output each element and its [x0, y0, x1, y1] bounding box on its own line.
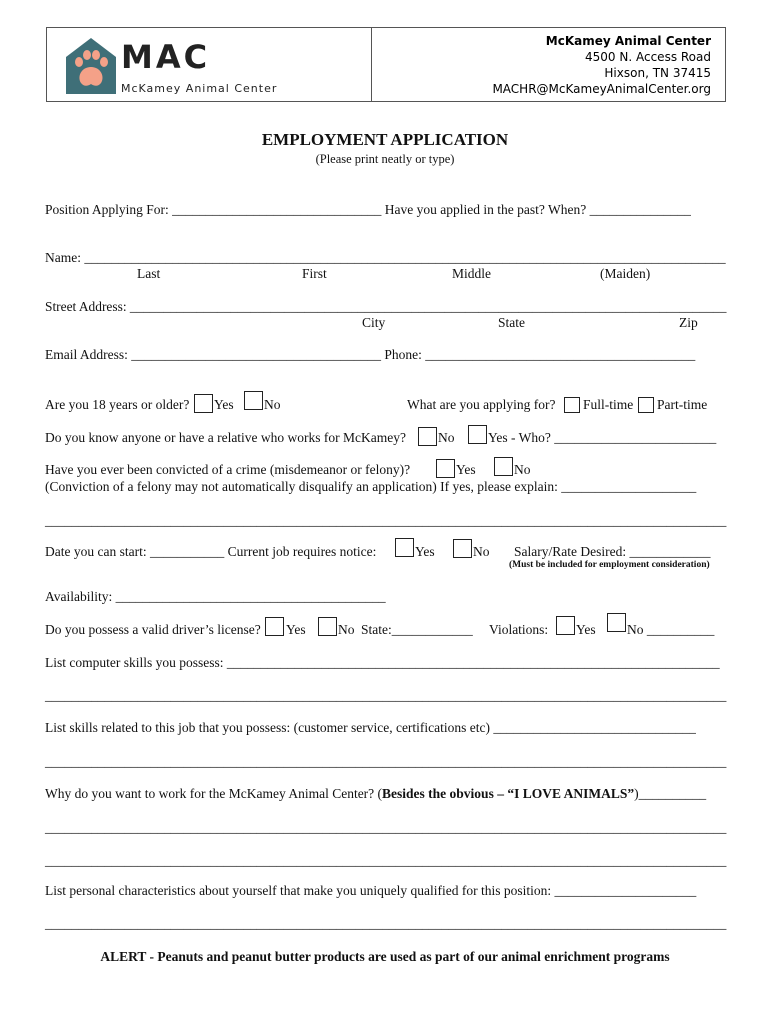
why-question-bold: Besides the obvious – “I LOVE ANIMALS”	[382, 786, 635, 801]
street-field[interactable]: Street Address: _________________________________________________________________________________________	[45, 299, 727, 314]
header-divider	[371, 28, 372, 101]
name-first-label: First	[302, 266, 327, 281]
notice-no-label: No	[473, 544, 490, 559]
violations-label: Violations:	[489, 622, 549, 637]
start-date-field[interactable]: Date you can start: ___________ Current job requires notice:	[45, 544, 377, 559]
crime-yes-label: Yes	[456, 462, 476, 477]
crime-explain-field[interactable]: (Conviction of a felony may not automatically disqualify an application) If yes, please explain: ____________________	[45, 479, 697, 494]
why-line-2[interactable]: _______________________________________________________________________________________________________	[45, 853, 727, 868]
license-question: Do you possess a valid driver’s license?	[45, 622, 261, 637]
age-yes-checkbox[interactable]	[194, 394, 213, 413]
position-field[interactable]: Position Applying For: _______________________________ Have you applied in the past? When? _______________	[45, 202, 691, 217]
org-street: 4500 N. Access Road	[585, 50, 711, 64]
state-label: State	[498, 315, 525, 330]
notice-no-checkbox[interactable]	[453, 539, 472, 558]
job-skills-line[interactable]: _______________________________________________________________________________________________________	[45, 754, 727, 769]
license-no-checkbox[interactable]	[318, 617, 337, 636]
relative-yes-who[interactable]: Yes - Who? ________________________	[488, 430, 717, 445]
violations-yes-label: Yes	[576, 622, 596, 637]
name-maiden-label: (Maiden)	[600, 266, 651, 281]
name-middle-label: Middle	[452, 266, 491, 281]
characteristics-field[interactable]: List personal characteristics about yourself that make you uniquely qualified for this position: _____________________	[45, 883, 697, 898]
city-label: City	[362, 315, 386, 330]
salary-field[interactable]: Salary/Rate Desired: ____________	[514, 544, 711, 559]
license-yes-checkbox[interactable]	[265, 617, 284, 636]
crime-explain-line[interactable]: _______________________________________________________________________________________________________	[45, 513, 727, 528]
computer-skills-line[interactable]: _______________________________________________________________________________________________________	[45, 688, 727, 703]
license-yes-label: Yes	[286, 622, 306, 637]
computer-skills-field[interactable]: List computer skills you possess: _________________________________________________________________________	[45, 655, 720, 670]
crime-no-label: No	[514, 462, 531, 477]
logo-subtitle: McKamey Animal Center	[121, 82, 278, 95]
fulltime-checkbox[interactable]	[564, 397, 580, 413]
email-phone-field[interactable]: Email Address: _____________________________________ Phone: ________________________________________	[45, 347, 696, 362]
parttime-label: Part-time	[657, 397, 708, 412]
org-email: MACHR@McKameyAnimalCenter.org	[492, 82, 711, 96]
applying-for-question: What are you applying for?	[407, 397, 556, 412]
why-line-1[interactable]: _______________________________________________________________________________________________________	[45, 820, 727, 835]
age-question: Are you 18 years or older?	[45, 397, 190, 412]
job-skills-field[interactable]: List skills related to this job that you possess: (customer service, certifications etc) ______________________________	[45, 720, 696, 735]
salary-note: (Must be included for employment consideration)	[509, 560, 710, 570]
header-box	[46, 27, 726, 102]
logo-text: MAC	[121, 38, 211, 76]
house-paw-logo-icon	[65, 37, 117, 95]
org-name: McKamey Animal Center	[545, 34, 711, 48]
relative-no-label: No	[438, 430, 455, 445]
violations-no-field[interactable]: No __________	[627, 622, 715, 637]
license-state-input[interactable]: State:____________	[361, 622, 473, 637]
zip-label: Zip	[679, 315, 698, 330]
age-yes-label: Yes	[214, 397, 234, 412]
name-last-label: Last	[137, 266, 161, 281]
org-city: Hixson, TN 37415	[604, 66, 711, 80]
characteristics-line[interactable]: _______________________________________________________________________________________________________	[45, 916, 727, 931]
parttime-checkbox[interactable]	[638, 397, 654, 413]
logo	[61, 34, 361, 96]
relative-question: Do you know anyone or have a relative who works for McKamey?	[45, 430, 407, 445]
fulltime-label: Full-time	[583, 397, 634, 412]
notice-yes-label: Yes	[415, 544, 435, 559]
crime-no-checkbox[interactable]	[494, 457, 513, 476]
form-subtitle: (Please print neatly or type)	[315, 152, 455, 166]
relative-no-checkbox[interactable]	[418, 427, 437, 446]
availability-field[interactable]: Availability: ________________________________________	[45, 589, 386, 604]
notice-yes-checkbox[interactable]	[395, 538, 414, 557]
license-state-field: No	[338, 622, 355, 637]
age-no-label: No	[264, 397, 281, 412]
why-question-text: Why do you want to work for the McKamey Animal Center? (	[45, 786, 383, 801]
peanut-alert: ALERT - Peanuts and peanut butter products are used as part of our animal enrichment programs	[100, 949, 670, 964]
violations-no-checkbox[interactable]	[607, 613, 626, 632]
why-question[interactable]	[45, 786, 706, 802]
crime-yes-checkbox[interactable]	[436, 459, 455, 478]
age-no-checkbox[interactable]	[244, 391, 263, 410]
crime-question: Have you ever been convicted of a crime (misdemeanor or felony)?	[45, 462, 411, 477]
relative-yes-checkbox[interactable]	[468, 425, 487, 444]
why-question-end: )__________	[634, 786, 707, 801]
violations-yes-checkbox[interactable]	[556, 616, 575, 635]
form-title: EMPLOYMENT APPLICATION	[261, 130, 509, 149]
name-field[interactable]: Name: _______________________________________________________________________________________________	[45, 250, 726, 265]
